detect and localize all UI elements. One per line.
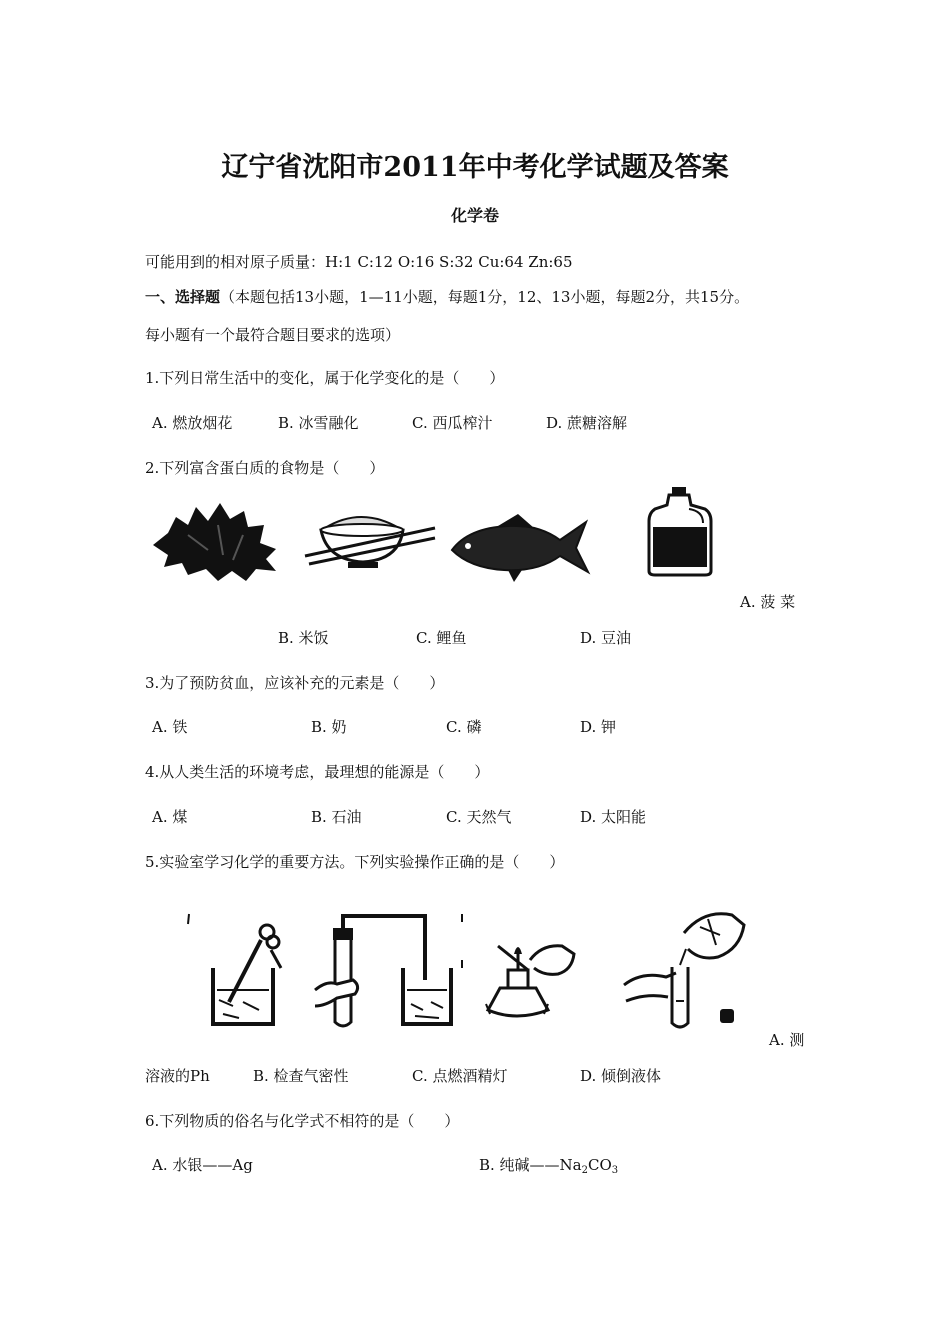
ph-test-beaker-image [183, 910, 303, 1030]
q6-option-b-sub2: 3 [611, 1165, 619, 1176]
q3-option-a: A. 铁 [152, 718, 188, 736]
q3-option-c: C. 磷 [446, 718, 482, 736]
q6-option-b [479, 1155, 618, 1175]
q5-option-b: B. 检查气密性 [253, 1067, 349, 1085]
q4-option-c: C. 天然气 [446, 808, 512, 826]
q5-option-a-part2: 溶液的Ph [145, 1067, 210, 1085]
q6-option-b-text: B. 纯碱——Na [479, 1156, 582, 1174]
q4-option-a: A. 煤 [152, 808, 188, 826]
q6-stem: 6.下列物质的俗名与化学式不相符的是（ ） [145, 1112, 460, 1130]
section1-note: （本题包括13小题，1—11小题，每题1分，12、13小题，每题2分，共15分。 [220, 288, 750, 306]
pour-liquid-image [620, 905, 750, 1030]
section1-note2: 每小题有一个最符合题目要求的选项） [145, 326, 401, 344]
q6-option-a: A. 水银——Ag [152, 1156, 253, 1174]
document-subtitle: 化学卷 [450, 206, 499, 225]
q3-option-b: B. 奶 [311, 718, 347, 736]
q1-stem: 1.下列日常生活中的变化，属于化学变化的是（ ） [145, 369, 505, 387]
q3-option-d: D. 钾 [580, 718, 617, 736]
airtightness-check-image [313, 910, 463, 1035]
light-alcohol-lamp-image [458, 910, 583, 1025]
q2-option-c: C. 鲤鱼 [416, 629, 467, 647]
q2-stem: 2.下列富含蛋白质的食物是（ ） [145, 459, 385, 477]
q6-option-b-mid: CO [588, 1156, 612, 1174]
q1-option-d: D. 蔗糖溶解 [546, 414, 628, 432]
rice-bowl-image [303, 498, 438, 573]
q3-stem: 3.为了预防贫血，应该补充的元素是（ ） [145, 674, 445, 692]
q5-option-a-part1: A. 测 [769, 1031, 805, 1049]
q5-stem: 5.实验室学习化学的重要方法。下列实验操作正确的是（ ） [145, 853, 565, 871]
q1-option-b: B. 冰雪融化 [278, 414, 359, 432]
q1-option-a: A. 燃放烟花 [152, 414, 233, 432]
q6-option-b-sub1: 2 [581, 1165, 589, 1176]
q4-stem: 4.从人类生活的环境考虑，最理想的能源是（ ） [145, 763, 490, 781]
q5-option-c: C. 点燃酒精灯 [412, 1067, 508, 1085]
atomic-masses-line: 可能用到的相对原子质量：H:1 C:12 O:16 S:32 Cu:64 Zn:65 [145, 253, 573, 271]
section1-intro [145, 287, 749, 307]
section1-heading: 一、选择题 [145, 288, 221, 306]
q4-option-d: D. 太阳能 [580, 808, 647, 826]
document-title: 辽宁省沈阳市2011年中考化学试题及答案 [221, 152, 729, 183]
q2-option-b: B. 米饭 [278, 629, 329, 647]
q4-option-b: B. 石油 [311, 808, 362, 826]
q2-option-a: A. 菠 菜 [740, 593, 796, 611]
soybean-oil-bottle-image [645, 485, 715, 577]
q2-option-d: D. 豆油 [580, 629, 632, 647]
carp-fish-image [448, 510, 593, 585]
q5-option-d: D. 倾倒液体 [580, 1067, 662, 1085]
q1-option-c: C. 西瓜榨汁 [412, 414, 493, 432]
spinach-image [148, 495, 283, 585]
